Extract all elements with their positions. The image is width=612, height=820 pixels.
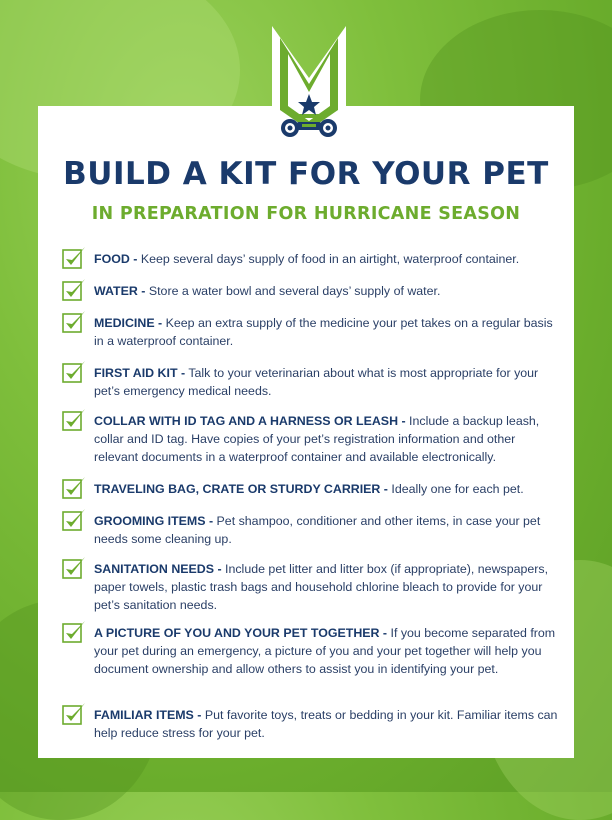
checkbox-checked-icon <box>62 408 86 432</box>
item-text: Store a water bowl and several days’ supply of water. <box>148 284 441 298</box>
checkbox-checked-icon <box>62 310 86 334</box>
item-label: FAMILIAR ITEMS - <box>94 708 202 722</box>
checkbox-checked-icon <box>62 246 86 270</box>
checkbox-checked-icon <box>62 278 86 302</box>
item-label: FIRST AID KIT - <box>94 366 186 380</box>
checkbox-checked-icon <box>62 476 86 500</box>
item-text: If you become separated from your pet during an emergency, a picture of you and your pet together will help you document ownership and allow others to assist you in identifying your pet. <box>94 626 556 676</box>
item-label: GROOMING ITEMS - <box>94 514 214 528</box>
brand-logo-icon <box>268 26 350 144</box>
item-text: Put favorite toys, treats or bedding in your kit. Familiar items can help reduce stress for your pet. <box>94 708 558 740</box>
item-text: Ideally one for each pet. <box>391 482 524 496</box>
checkbox-checked-icon <box>62 508 86 532</box>
item-label: MEDICINE - <box>94 316 163 330</box>
item-label: WATER - <box>94 284 146 298</box>
item-text: Pet shampoo, conditioner and other items, in case your pet needs some cleaning up. <box>94 514 541 546</box>
checkbox-checked-icon <box>62 556 86 580</box>
checkbox-checked-icon <box>62 360 86 384</box>
checkbox-checked-icon <box>62 702 86 726</box>
item-text: Talk to your veterinarian about what is most appropriate for your pet’s emergency medical needs. <box>94 366 539 398</box>
item-text: Keep several days’ supply of food in an airtight, waterproof container. <box>140 252 520 266</box>
checkbox-checked-icon <box>62 620 86 644</box>
page-title: BUILD A KIT FOR YOUR PET <box>63 156 549 192</box>
item-text: Include pet litter and litter box (if appropriate), newspapers, paper towels, plastic trash bags and household chlorine bleach to provide for your pet’s sanitation needs. <box>94 562 549 612</box>
item-label: FOOD - <box>94 252 138 266</box>
page-subtitle: IN PREPARATION FOR HURRICANE SEASON <box>91 204 521 224</box>
item-label: COLLAR WITH ID TAG AND A HARNESS OR LEASH - <box>94 414 406 428</box>
item-text: Include a backup leash, collar and ID tag. Have copies of your pet’s registration information and other relevant documents in a waterproof container and available electronically. <box>94 414 540 464</box>
item-label: SANITATION NEEDS - <box>94 562 222 576</box>
item-label: A PICTURE OF YOU AND YOUR PET TOGETHER - <box>94 626 388 640</box>
item-label: TRAVELING BAG, CRATE OR STURDY CARRIER - <box>94 482 388 496</box>
item-text: Keep an extra supply of the medicine your pet takes on a regular basis in a waterproof container. <box>94 316 553 348</box>
